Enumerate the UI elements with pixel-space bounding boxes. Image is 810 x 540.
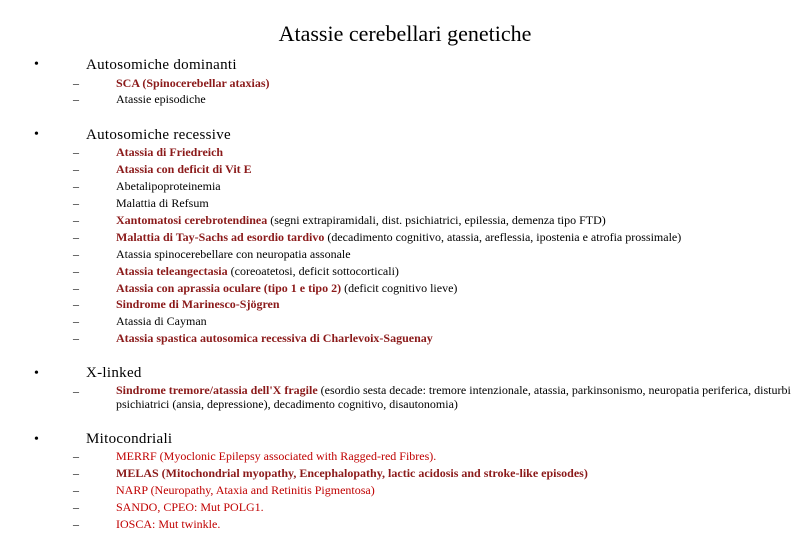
section-heading-recessive: Autosomiche recessive [86, 127, 232, 143]
item-name: Abetalipoproteinemia [116, 179, 221, 193]
item-name: Sindrome tremore/atassia dell'X fragile [116, 383, 318, 397]
dash-marker: – [73, 281, 79, 295]
list-item [0, 246, 810, 263]
section-heading-xlinked: X-linked [86, 365, 142, 381]
dash-marker: – [73, 179, 79, 193]
dash-marker: – [73, 466, 79, 480]
dash-marker: – [73, 384, 79, 398]
item-name: Atassia di Friedreich [116, 145, 224, 159]
dash-marker: – [73, 162, 79, 176]
list-item [0, 482, 810, 499]
dash-marker: – [73, 500, 79, 514]
bullet-recessive: • [34, 127, 39, 142]
dash-marker: – [73, 213, 79, 227]
list-item [0, 499, 810, 516]
item-name: MELAS (Mitochondrial myopathy, Encephalopathy, lactic acidosis and stroke-like episodes) [116, 466, 588, 480]
list-item [0, 383, 810, 413]
item-name: Malattia di Tay-Sachs ad esordio tardivo [116, 230, 325, 244]
section-heading-dominant: Autosomiche dominanti [86, 57, 237, 73]
item-name: IOSCA: Mut twinkle. [116, 517, 221, 531]
dash-marker: – [73, 230, 79, 244]
list-item [0, 465, 810, 482]
item-detail: (segni extrapiramidali, dist. psichiatrici, epilessia, demenza tipo FTD) [267, 213, 606, 227]
list-item [0, 263, 810, 280]
item-detail: (esordio sesta decade: tremore intenzionale, atassia, parkinsonismo, neuropatia periferica, disturbi psichiatrici (ansia, depressione), decadimento cognitivo, disautonomia) [116, 383, 791, 411]
dash-marker: – [73, 92, 79, 106]
page-title: Atassie cerebellari genetiche [278, 21, 532, 46]
list-item [0, 296, 810, 313]
section-heading-mito: Mitocondriali [86, 431, 173, 447]
item-name: Sindrome di Marinesco-Sjögren [116, 297, 280, 311]
item-detail: (decadimento cognitivo, atassia, areflessia, ipostenia e atrofia prossimale) [324, 230, 682, 244]
list-item [0, 330, 810, 347]
bullet-xlinked: • [34, 366, 39, 381]
item-name: MERRF (Myoclonic Epilepsy associated with Ragged-red Fibres). [116, 449, 437, 463]
dash-marker: – [73, 483, 79, 497]
item-name: SCA (Spinocerebellar ataxias) [116, 76, 270, 90]
dash-marker: – [73, 314, 79, 328]
bullet-mito: • [34, 432, 39, 447]
dash-marker: – [73, 297, 79, 311]
dash-marker: – [73, 247, 79, 261]
list-item [0, 313, 810, 330]
item-name: Atassia con aprassia oculare (tipo 1 e tipo 2) [116, 281, 342, 295]
list-item [0, 178, 810, 195]
list-item [0, 144, 810, 161]
item-name: Atassia con deficit di Vit E [116, 162, 252, 176]
list-item [0, 91, 810, 108]
item-name: Malattia di Refsum [116, 196, 209, 210]
list-item [0, 516, 810, 533]
list-item [0, 75, 810, 92]
dash-marker: – [73, 517, 79, 531]
item-detail: (deficit cognitivo lieve) [341, 281, 458, 295]
list-item [0, 212, 810, 229]
list-item [0, 161, 810, 178]
item-name: NARP (Neuropathy, Ataxia and Retinitis Pigmentosa) [116, 483, 375, 497]
item-name: SANDO, CPEO: Mut POLG1. [116, 500, 264, 514]
dash-marker: – [73, 196, 79, 210]
list-item [0, 280, 810, 297]
bullet-dominant: • [34, 57, 39, 72]
item-name: Atassia di Cayman [116, 314, 207, 328]
item-name: Atassia spastica autosomica recessiva di Charlevoix-Saguenay [116, 331, 433, 345]
item-name: Atassie episodiche [116, 92, 206, 106]
dash-marker: – [73, 145, 79, 159]
list-item [0, 448, 810, 465]
dash-marker: – [73, 76, 79, 90]
dash-marker: – [73, 331, 79, 345]
item-detail: (coreoatetosi, deficit sottocorticali) [227, 264, 399, 278]
item-name: Xantomatosi cerebrotendinea [116, 213, 268, 227]
list-item [0, 229, 810, 246]
dash-marker: – [73, 449, 79, 463]
dash-marker: – [73, 264, 79, 278]
list-item [0, 195, 810, 212]
item-name: Atassia teleangectasia [116, 264, 228, 278]
item-name: Atassia spinocerebellare con neuropatia assonale [116, 247, 351, 261]
